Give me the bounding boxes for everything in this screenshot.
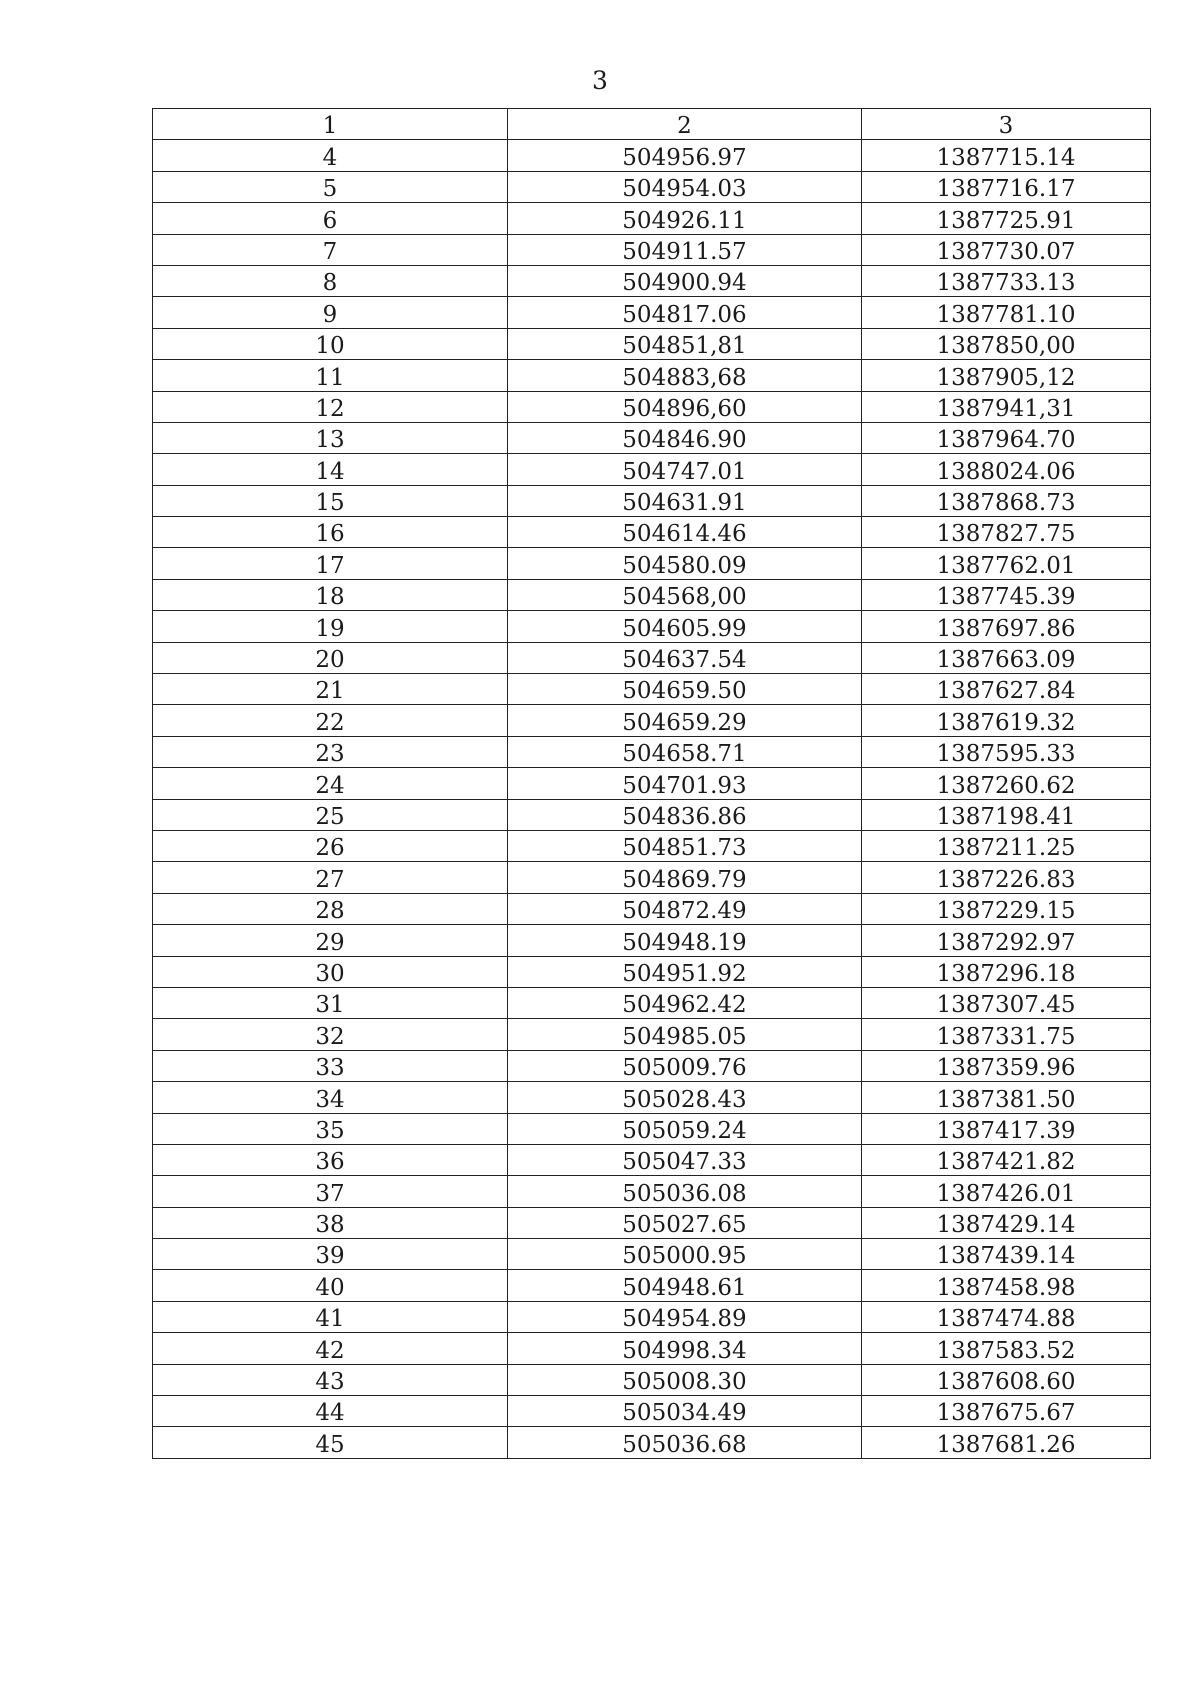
cell-x-coordinate: 504872.49 xyxy=(508,893,862,924)
cell-x-coordinate: 504998.34 xyxy=(508,1333,862,1364)
cell-y-coordinate: 1387307.45 xyxy=(862,987,1151,1018)
cell-y-coordinate: 1388024.06 xyxy=(862,454,1151,485)
cell-y-coordinate: 1387429.14 xyxy=(862,1207,1151,1238)
cell-x-coordinate: 504846.90 xyxy=(508,422,862,453)
header-cell-y: 3 xyxy=(862,109,1151,140)
cell-point-number: 25 xyxy=(153,799,508,830)
cell-point-number: 28 xyxy=(153,893,508,924)
cell-point-number: 10 xyxy=(153,328,508,359)
cell-point-number: 16 xyxy=(153,517,508,548)
cell-y-coordinate: 1387331.75 xyxy=(862,1019,1151,1050)
cell-point-number: 9 xyxy=(153,297,508,328)
table-row xyxy=(153,893,1151,924)
cell-point-number: 44 xyxy=(153,1396,508,1427)
cell-y-coordinate: 1387296.18 xyxy=(862,956,1151,987)
cell-point-number: 22 xyxy=(153,705,508,736)
cell-point-number: 36 xyxy=(153,1144,508,1175)
cell-y-coordinate: 1387292.97 xyxy=(862,925,1151,956)
table-row xyxy=(153,1270,1151,1301)
cell-point-number: 26 xyxy=(153,830,508,861)
cell-x-coordinate: 504817.06 xyxy=(508,297,862,328)
table-row xyxy=(153,1239,1151,1270)
cell-x-coordinate: 504883,68 xyxy=(508,360,862,391)
cell-x-coordinate: 504658.71 xyxy=(508,736,862,767)
cell-point-number: 31 xyxy=(153,987,508,1018)
cell-y-coordinate: 1387458.98 xyxy=(862,1270,1151,1301)
header-cell-point: 1 xyxy=(153,109,508,140)
table-row xyxy=(153,548,1151,579)
cell-point-number: 12 xyxy=(153,391,508,422)
cell-y-coordinate: 1387941,31 xyxy=(862,391,1151,422)
cell-x-coordinate: 505000.95 xyxy=(508,1239,862,1270)
cell-y-coordinate: 1387627.84 xyxy=(862,674,1151,705)
table-row xyxy=(153,517,1151,548)
cell-y-coordinate: 1387426.01 xyxy=(862,1176,1151,1207)
cell-x-coordinate: 504851.73 xyxy=(508,830,862,861)
table-row xyxy=(153,1019,1151,1050)
table-row xyxy=(153,642,1151,673)
table-row xyxy=(153,611,1151,642)
cell-point-number: 45 xyxy=(153,1427,508,1458)
cell-x-coordinate: 504896,60 xyxy=(508,391,862,422)
table-row xyxy=(153,799,1151,830)
table-row xyxy=(153,1144,1151,1175)
table-row xyxy=(153,1301,1151,1332)
cell-point-number: 23 xyxy=(153,736,508,767)
cell-y-coordinate: 1387730.07 xyxy=(862,234,1151,265)
cell-x-coordinate: 505059.24 xyxy=(508,1113,862,1144)
cell-x-coordinate: 504605.99 xyxy=(508,611,862,642)
cell-y-coordinate: 1387905,12 xyxy=(862,360,1151,391)
cell-point-number: 39 xyxy=(153,1239,508,1270)
cell-x-coordinate: 504869.79 xyxy=(508,862,862,893)
cell-point-number: 4 xyxy=(153,140,508,171)
table-row xyxy=(153,391,1151,422)
table-body xyxy=(153,109,1151,1459)
cell-point-number: 14 xyxy=(153,454,508,485)
table-row xyxy=(153,1176,1151,1207)
cell-point-number: 33 xyxy=(153,1050,508,1081)
cell-point-number: 43 xyxy=(153,1364,508,1395)
cell-y-coordinate: 1387663.09 xyxy=(862,642,1151,673)
cell-point-number: 13 xyxy=(153,422,508,453)
table-row xyxy=(153,987,1151,1018)
cell-y-coordinate: 1387745.39 xyxy=(862,579,1151,610)
cell-y-coordinate: 1387715.14 xyxy=(862,140,1151,171)
cell-x-coordinate: 504568,00 xyxy=(508,579,862,610)
cell-x-coordinate: 504956.97 xyxy=(508,140,862,171)
cell-y-coordinate: 1387229.15 xyxy=(862,893,1151,924)
cell-point-number: 19 xyxy=(153,611,508,642)
table-row xyxy=(153,171,1151,202)
cell-point-number: 40 xyxy=(153,1270,508,1301)
table-row xyxy=(153,1082,1151,1113)
cell-point-number: 27 xyxy=(153,862,508,893)
cell-point-number: 6 xyxy=(153,203,508,234)
cell-point-number: 11 xyxy=(153,360,508,391)
cell-point-number: 21 xyxy=(153,674,508,705)
cell-point-number: 15 xyxy=(153,485,508,516)
table-row xyxy=(153,203,1151,234)
cell-x-coordinate: 505036.68 xyxy=(508,1427,862,1458)
table-row xyxy=(153,1364,1151,1395)
table-row xyxy=(153,297,1151,328)
cell-y-coordinate: 1387583.52 xyxy=(862,1333,1151,1364)
table-row xyxy=(153,234,1151,265)
table-row xyxy=(153,265,1151,296)
cell-y-coordinate: 1387595.33 xyxy=(862,736,1151,767)
cell-point-number: 24 xyxy=(153,768,508,799)
table-row xyxy=(153,1207,1151,1238)
cell-y-coordinate: 1387474.88 xyxy=(862,1301,1151,1332)
cell-x-coordinate: 505047.33 xyxy=(508,1144,862,1175)
cell-y-coordinate: 1387675.67 xyxy=(862,1396,1151,1427)
cell-x-coordinate: 504659.50 xyxy=(508,674,862,705)
cell-x-coordinate: 504631.91 xyxy=(508,485,862,516)
cell-y-coordinate: 1387697.86 xyxy=(862,611,1151,642)
cell-point-number: 38 xyxy=(153,1207,508,1238)
cell-y-coordinate: 1387733.13 xyxy=(862,265,1151,296)
coordinates-table xyxy=(152,108,1151,1459)
cell-x-coordinate: 504614.46 xyxy=(508,517,862,548)
cell-x-coordinate: 505028.43 xyxy=(508,1082,862,1113)
cell-x-coordinate: 504851,81 xyxy=(508,328,862,359)
cell-x-coordinate: 504926.11 xyxy=(508,203,862,234)
table-row xyxy=(153,830,1151,861)
table-row xyxy=(153,705,1151,736)
cell-point-number: 32 xyxy=(153,1019,508,1050)
cell-x-coordinate: 504948.61 xyxy=(508,1270,862,1301)
cell-y-coordinate: 1387417.39 xyxy=(862,1113,1151,1144)
cell-x-coordinate: 504962.42 xyxy=(508,987,862,1018)
table-row xyxy=(153,736,1151,767)
cell-x-coordinate: 504911.57 xyxy=(508,234,862,265)
table-row xyxy=(153,360,1151,391)
table-row xyxy=(153,140,1151,171)
cell-y-coordinate: 1387421.82 xyxy=(862,1144,1151,1175)
cell-x-coordinate: 504948.19 xyxy=(508,925,862,956)
cell-x-coordinate: 504985.05 xyxy=(508,1019,862,1050)
cell-y-coordinate: 1387868.73 xyxy=(862,485,1151,516)
table-row xyxy=(153,1427,1151,1458)
cell-y-coordinate: 1387716.17 xyxy=(862,171,1151,202)
page-number: 3 xyxy=(592,66,608,95)
cell-y-coordinate: 1387850,00 xyxy=(862,328,1151,359)
cell-point-number: 18 xyxy=(153,579,508,610)
cell-x-coordinate: 505027.65 xyxy=(508,1207,862,1238)
cell-point-number: 41 xyxy=(153,1301,508,1332)
cell-point-number: 29 xyxy=(153,925,508,956)
cell-x-coordinate: 505036.08 xyxy=(508,1176,862,1207)
cell-y-coordinate: 1387439.14 xyxy=(862,1239,1151,1270)
cell-point-number: 34 xyxy=(153,1082,508,1113)
table-row xyxy=(153,1113,1151,1144)
cell-y-coordinate: 1387619.32 xyxy=(862,705,1151,736)
cell-point-number: 20 xyxy=(153,642,508,673)
table-header-row xyxy=(153,109,1151,140)
cell-point-number: 35 xyxy=(153,1113,508,1144)
cell-y-coordinate: 1387725.91 xyxy=(862,203,1151,234)
cell-point-number: 5 xyxy=(153,171,508,202)
cell-x-coordinate: 504747.01 xyxy=(508,454,862,485)
cell-x-coordinate: 504954.03 xyxy=(508,171,862,202)
cell-x-coordinate: 504954.89 xyxy=(508,1301,862,1332)
table-row xyxy=(153,674,1151,705)
cell-x-coordinate: 504836.86 xyxy=(508,799,862,830)
table-row xyxy=(153,485,1151,516)
table-row xyxy=(153,422,1151,453)
cell-x-coordinate: 504637.54 xyxy=(508,642,862,673)
cell-point-number: 30 xyxy=(153,956,508,987)
cell-y-coordinate: 1387781.10 xyxy=(862,297,1151,328)
table-row xyxy=(153,862,1151,893)
cell-y-coordinate: 1387827.75 xyxy=(862,517,1151,548)
table-row xyxy=(153,1396,1151,1427)
cell-y-coordinate: 1387381.50 xyxy=(862,1082,1151,1113)
cell-y-coordinate: 1387226.83 xyxy=(862,862,1151,893)
cell-y-coordinate: 1387359.96 xyxy=(862,1050,1151,1081)
table-row xyxy=(153,956,1151,987)
table-row xyxy=(153,1050,1151,1081)
table-row xyxy=(153,768,1151,799)
cell-y-coordinate: 1387681.26 xyxy=(862,1427,1151,1458)
cell-x-coordinate: 504900.94 xyxy=(508,265,862,296)
table-row xyxy=(153,925,1151,956)
cell-point-number: 8 xyxy=(153,265,508,296)
cell-point-number: 7 xyxy=(153,234,508,265)
cell-x-coordinate: 504701.93 xyxy=(508,768,862,799)
cell-point-number: 42 xyxy=(153,1333,508,1364)
cell-point-number: 17 xyxy=(153,548,508,579)
cell-y-coordinate: 1387211.25 xyxy=(862,830,1151,861)
cell-y-coordinate: 1387762.01 xyxy=(862,548,1151,579)
cell-y-coordinate: 1387198.41 xyxy=(862,799,1151,830)
cell-y-coordinate: 1387964.70 xyxy=(862,422,1151,453)
table-row xyxy=(153,454,1151,485)
table-row xyxy=(153,579,1151,610)
cell-y-coordinate: 1387608.60 xyxy=(862,1364,1151,1395)
cell-y-coordinate: 1387260.62 xyxy=(862,768,1151,799)
table-row xyxy=(153,328,1151,359)
table-row xyxy=(153,1333,1151,1364)
cell-x-coordinate: 504951.92 xyxy=(508,956,862,987)
cell-x-coordinate: 504580.09 xyxy=(508,548,862,579)
cell-x-coordinate: 504659.29 xyxy=(508,705,862,736)
cell-x-coordinate: 505009.76 xyxy=(508,1050,862,1081)
cell-point-number: 37 xyxy=(153,1176,508,1207)
cell-x-coordinate: 505008.30 xyxy=(508,1364,862,1395)
header-cell-x: 2 xyxy=(508,109,862,140)
cell-x-coordinate: 505034.49 xyxy=(508,1396,862,1427)
